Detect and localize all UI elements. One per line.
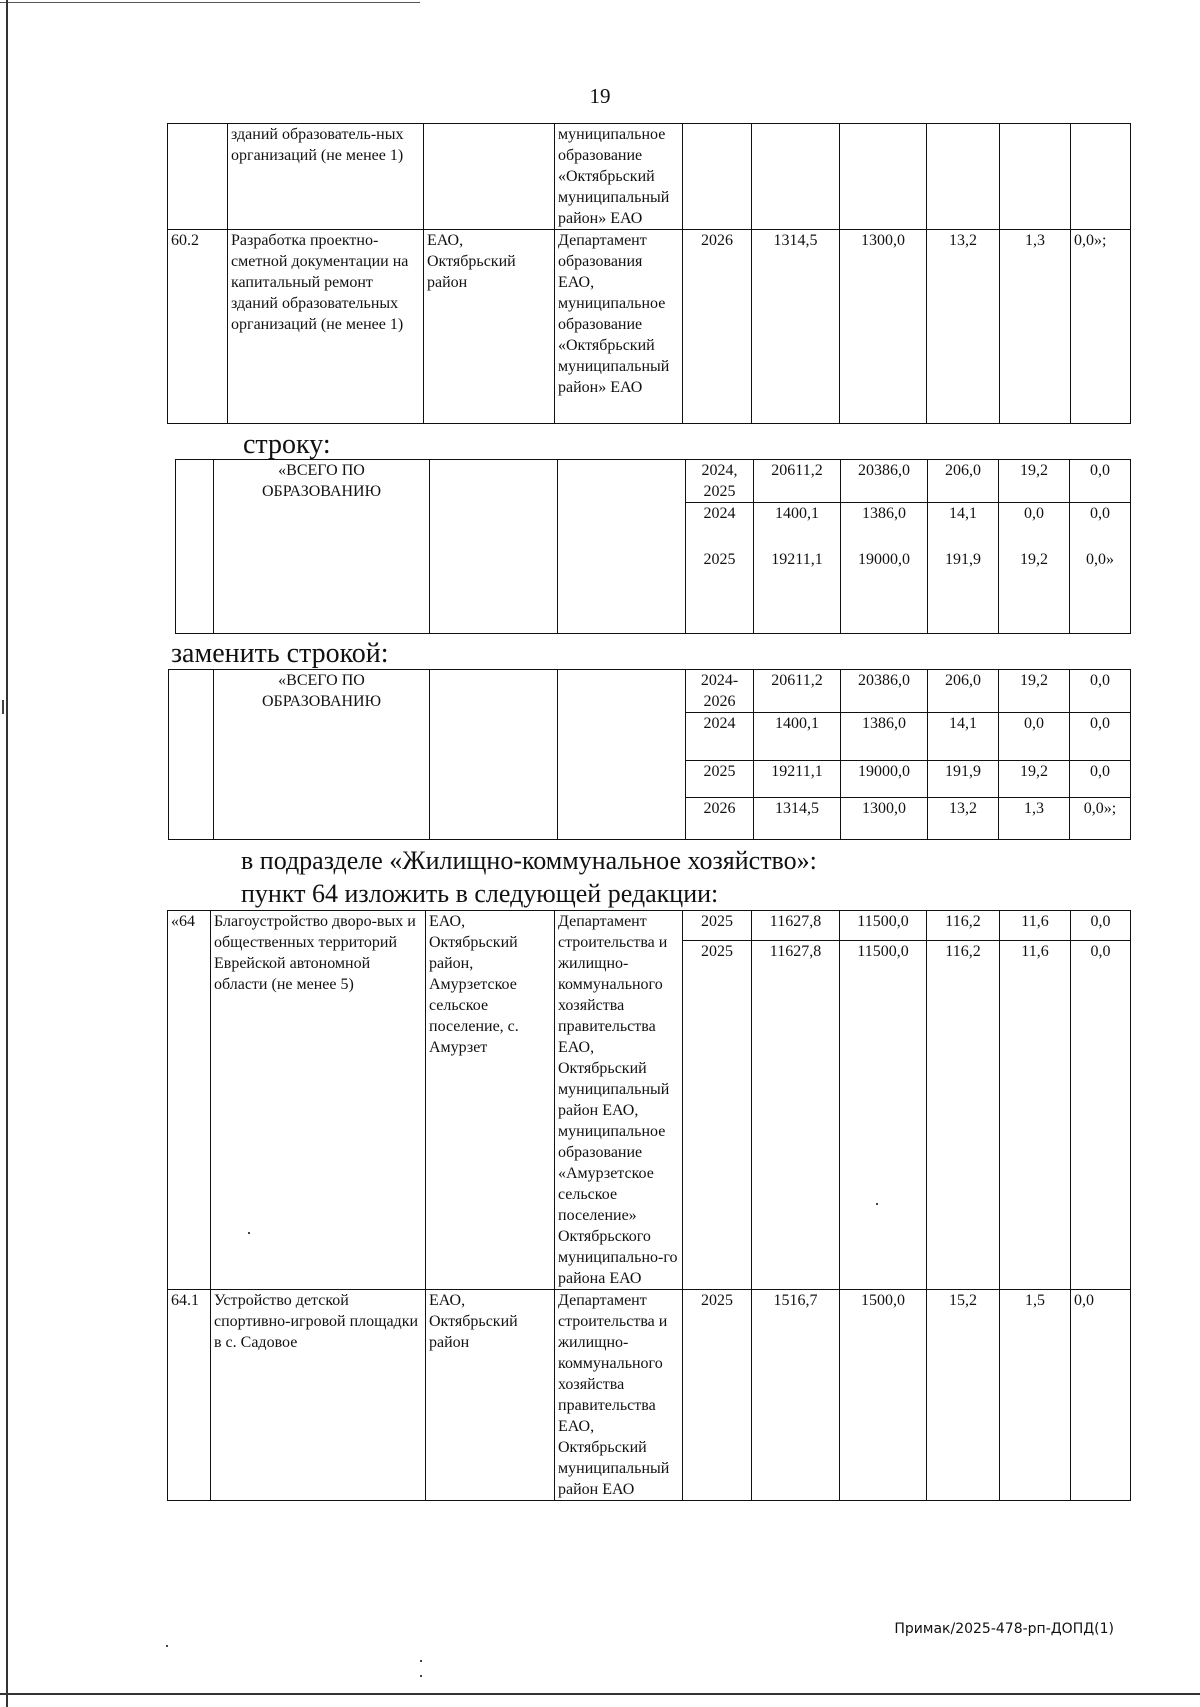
table-row bbox=[168, 911, 1131, 941]
other-amount: 0,0 bbox=[1071, 1290, 1131, 1501]
other-amount bbox=[1071, 124, 1131, 230]
municipal-amount: 1,3 bbox=[1000, 230, 1071, 424]
total-amount: 1516,7 bbox=[752, 1290, 840, 1501]
year: 2025 bbox=[683, 1290, 752, 1501]
table-point-64 bbox=[167, 910, 1131, 1501]
year: 2024 bbox=[686, 713, 754, 761]
measure-name: зданий образователь-ных организаций (не менее 1) bbox=[228, 124, 424, 230]
table-new-total bbox=[168, 669, 1131, 840]
other-amount: 0,0 bbox=[1070, 503, 1131, 549]
federal-amount: 19000,0 bbox=[841, 761, 928, 798]
other-amount: 0,0 bbox=[1070, 670, 1131, 713]
year: 2024 bbox=[686, 503, 754, 549]
regional-amount: 15,2 bbox=[927, 1290, 1000, 1501]
regional-amount: 206,0 bbox=[928, 460, 999, 503]
federal-amount bbox=[840, 124, 927, 230]
executor: Департамент строительства и жилищно-коммунального хозяйства правительства ЕАО, Октябрьский муниципальный район ЕАО, муниципальное образование «Амурзетское сельское поселение» Октябрьского муниципально-го района ЕАО bbox=[555, 911, 683, 1290]
executor bbox=[558, 670, 686, 840]
year: 2026 bbox=[686, 798, 754, 840]
measure-name: Устройство детской спортивно-игровой площадки в с. Садовое bbox=[211, 1290, 426, 1501]
federal-amount: 1300,0 bbox=[840, 230, 927, 424]
row-number bbox=[169, 670, 214, 840]
table-row bbox=[168, 230, 1131, 424]
row-number: 60.2 bbox=[168, 230, 228, 424]
other-amount: 0,0»; bbox=[1071, 230, 1131, 424]
federal-amount: 1300,0 bbox=[841, 798, 928, 840]
location bbox=[430, 460, 558, 634]
location: ЕАО, Октябрьский район bbox=[424, 230, 555, 424]
regional-amount: 13,2 bbox=[927, 230, 1000, 424]
federal-amount: 20386,0 bbox=[841, 460, 928, 503]
regional-amount: 191,9 bbox=[928, 761, 999, 798]
total-amount: 1314,5 bbox=[754, 798, 841, 840]
federal-amount: 11500,0 bbox=[840, 911, 927, 941]
table-row bbox=[168, 124, 1131, 230]
regional-amount bbox=[927, 124, 1000, 230]
location: ЕАО, Октябрьский район, Амурзетское сельское поселение, с. Амурзет bbox=[426, 911, 555, 1290]
row-number bbox=[176, 460, 214, 634]
other-amount: 0,0 bbox=[1070, 460, 1131, 503]
total-amount: 1400,1 bbox=[754, 503, 841, 549]
scan-mark bbox=[2, 700, 4, 714]
regional-amount: 13,2 bbox=[928, 798, 999, 840]
federal-amount: 1500,0 bbox=[840, 1290, 927, 1501]
municipal-amount: 19,2 bbox=[999, 761, 1070, 798]
document-code: Примак/2025-478-рп-ДОПД(1) bbox=[894, 1621, 1114, 1637]
location: ЕАО, Октябрьский район bbox=[426, 1290, 555, 1501]
other-amount: 0,0 bbox=[1070, 761, 1131, 798]
total-amount: 1400,1 bbox=[754, 713, 841, 761]
total-amount: 20611,2 bbox=[754, 460, 841, 503]
other-amount: 0,0 bbox=[1071, 911, 1131, 941]
total-amount: 11627,8 bbox=[752, 911, 840, 941]
scan-top-line bbox=[0, 2, 420, 3]
municipal-amount: 19,2 bbox=[999, 670, 1070, 713]
federal-amount: 1386,0 bbox=[841, 503, 928, 549]
municipal-amount: 19,2 bbox=[999, 460, 1070, 503]
year: 2025 bbox=[686, 549, 754, 634]
table-old-total bbox=[175, 459, 1131, 634]
total-label: «ВСЕГО ПО ОБРАЗОВАНИЮ bbox=[214, 460, 430, 634]
scan-left-border bbox=[6, 0, 8, 1707]
total-amount: 11627,8 bbox=[752, 941, 840, 1290]
regional-amount: 116,2 bbox=[927, 911, 1000, 941]
municipal-amount: 1,3 bbox=[999, 798, 1070, 840]
other-amount: 0,0 bbox=[1071, 941, 1131, 1290]
executor: Департамент строительства и жилищно-коммунального хозяйства правительства ЕАО, Октябрьский муниципальный район ЕАО bbox=[555, 1290, 683, 1501]
heading-point: пункт 64 изложить в следующей редакции: bbox=[241, 879, 719, 908]
table-top bbox=[167, 123, 1131, 424]
location bbox=[424, 124, 555, 230]
municipal-amount: 11,6 bbox=[1000, 941, 1071, 1290]
municipal-amount bbox=[1000, 124, 1071, 230]
regional-amount: 206,0 bbox=[928, 670, 999, 713]
total-amount bbox=[752, 124, 840, 230]
year: 2024-2026 bbox=[686, 670, 754, 713]
year: 2025 bbox=[683, 941, 752, 1290]
heading-stroku: строку: bbox=[243, 429, 331, 460]
federal-amount: 19000,0 bbox=[841, 549, 928, 634]
year: 2025 bbox=[686, 761, 754, 798]
total-amount: 1314,5 bbox=[752, 230, 840, 424]
measure-name: Благоустройство дворо-вых и общественных территорий Еврейской автономной области (не менее 5) bbox=[211, 911, 426, 1290]
total-amount: 19211,1 bbox=[754, 549, 841, 634]
other-amount: 0,0»; bbox=[1070, 798, 1131, 840]
regional-amount: 191,9 bbox=[928, 549, 999, 634]
executor: муниципальное образование «Октябрьский муниципальный район» ЕАО bbox=[555, 124, 683, 230]
scan-speck bbox=[420, 1675, 422, 1677]
table-row bbox=[168, 1290, 1131, 1501]
other-amount: 0,0» bbox=[1070, 549, 1131, 634]
regional-amount: 14,1 bbox=[928, 503, 999, 549]
year: 2025 bbox=[683, 911, 752, 941]
table-row bbox=[176, 460, 1131, 503]
executor: Департамент образования ЕАО, муниципальное образование «Октябрьский муниципальный район» ЕАО bbox=[555, 230, 683, 424]
federal-amount: 20386,0 bbox=[841, 670, 928, 713]
federal-amount: 1386,0 bbox=[841, 713, 928, 761]
municipal-amount: 19,2 bbox=[999, 549, 1070, 634]
year: 2026 bbox=[683, 230, 752, 424]
federal-amount: 11500,0 bbox=[840, 941, 927, 1290]
row-number bbox=[168, 124, 228, 230]
year bbox=[683, 124, 752, 230]
heading-zamenit: заменить строкой: bbox=[171, 638, 389, 669]
executor bbox=[558, 460, 686, 634]
heading-subsection: в подразделе «Жилищно-коммунальное хозяйство»: bbox=[241, 846, 817, 875]
location bbox=[430, 670, 558, 840]
municipal-amount: 0,0 bbox=[999, 503, 1070, 549]
regional-amount: 116,2 bbox=[927, 941, 1000, 1290]
row-number: «64 bbox=[168, 911, 211, 1290]
row-number: 64.1 bbox=[168, 1290, 211, 1501]
table-row bbox=[169, 670, 1131, 713]
total-label: «ВСЕГО ПО ОБРАЗОВАНИЮ bbox=[214, 670, 430, 840]
municipal-amount: 11,6 bbox=[1000, 911, 1071, 941]
municipal-amount: 1,5 bbox=[1000, 1290, 1071, 1501]
municipal-amount: 0,0 bbox=[999, 713, 1070, 761]
scan-speck bbox=[420, 1660, 422, 1662]
other-amount: 0,0 bbox=[1070, 713, 1131, 761]
page-number: 19 bbox=[589, 84, 611, 108]
year: 2024, 2025 bbox=[686, 460, 754, 503]
measure-name: Разработка проектно-сметной документации на капитальный ремонт зданий образовательных организаций (не менее 1) bbox=[228, 230, 424, 424]
regional-amount: 14,1 bbox=[928, 713, 999, 761]
scan-speck bbox=[166, 1645, 168, 1647]
total-amount: 19211,1 bbox=[754, 761, 841, 798]
scan-bottom-border bbox=[0, 1693, 1200, 1695]
total-amount: 20611,2 bbox=[754, 670, 841, 713]
